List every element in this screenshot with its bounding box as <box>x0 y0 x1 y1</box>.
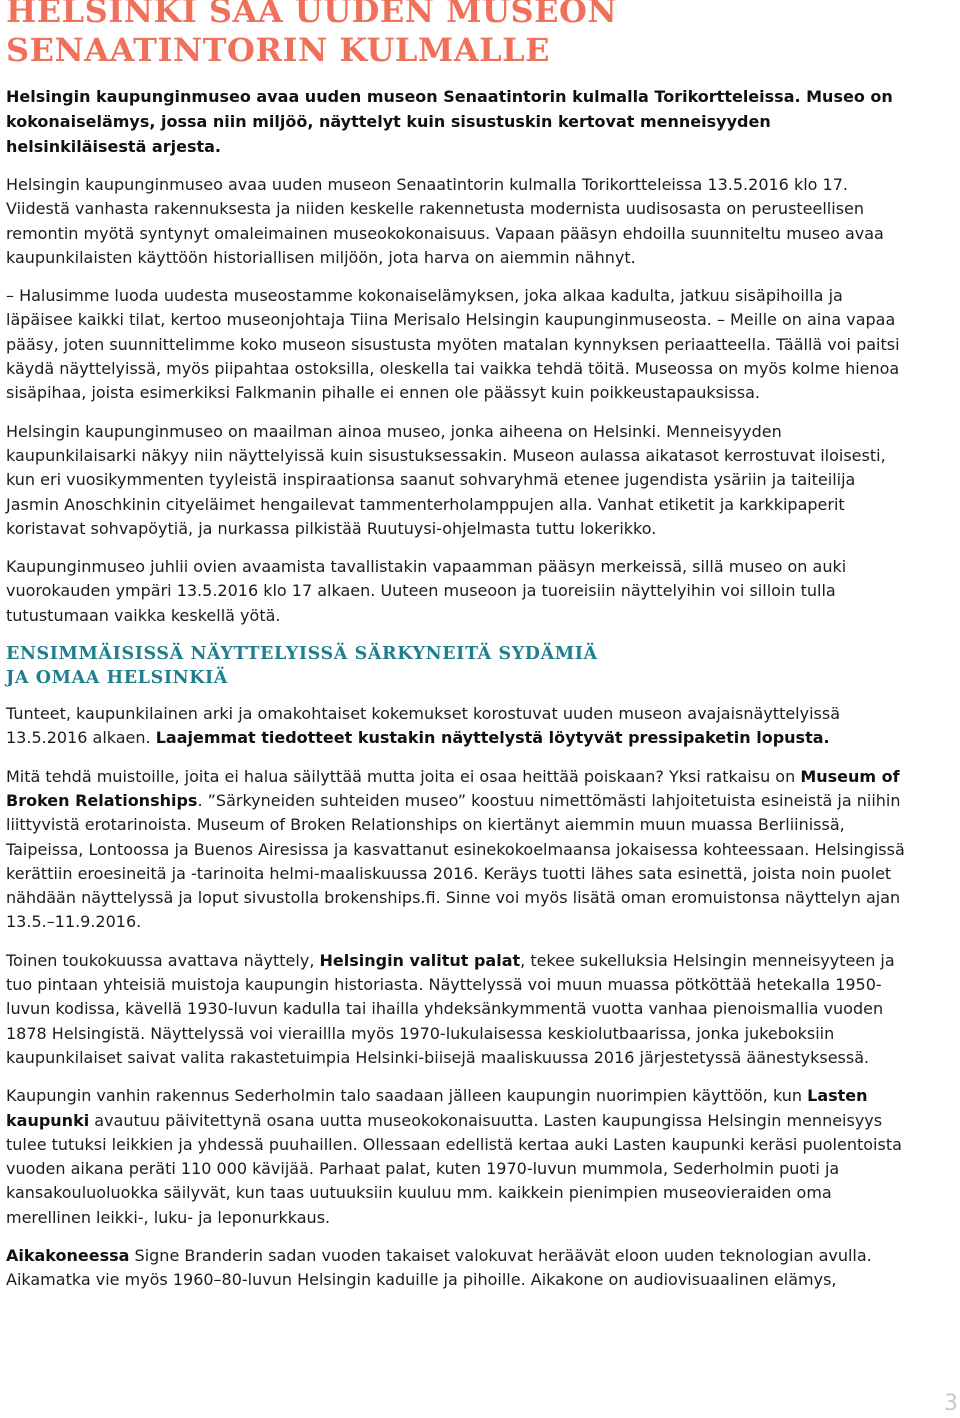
childrens-city-after: avautuu päivitettynä osana uutta museokokonaisuutta. Lasten kaupungissa Helsingin menneisyys tulee tutuksi leikkien ja yhdessä puuhaillen. Ollessaan edellistä kertaa auki Lasten kaupunki keräsi puolentoista vuoden aikana peräti 110 000 kävijää. Parhaat palat, kuten 1970-luvun mummola, Sederholmin puoti ja kansakouluoluokka säilyvät, kun taas uutuuksiin kuuluu mm. kaikkein pienimpien museovieraiden oma merellinen leikki-, luku- ja leponurkkaus. <box>6 1110 902 1227</box>
subhead-line-1: ENSIMMÄISISSÄ NÄYTTELYISSÄ SÄRKYNEITÄ SYDÄMIÄ <box>6 644 598 665</box>
childrens-city-before: Kaupungin vanhin rakennus Sederholmin talo saadaan jälleen kaupungin nuorimpien käyttöön, kun <box>6 1086 808 1106</box>
paragraph-childrens-city <box>6 1084 910 1230</box>
press-kit-note: Laajemmat tiedotteet kustakin näyttelystä löytyvät pressipaketin lopusta. <box>155 728 830 748</box>
document-page <box>6 0 910 1293</box>
paragraph-broken-relationships <box>6 765 910 935</box>
exhibitions-intro-text: Tunteet, kaupunkilainen arki ja omakohtaiset kokemukset korostuvat uuden museon avajaisnäyttelyissä 13.5.2016 alkaen. <box>6 704 841 748</box>
lead-paragraph: Helsingin kaupunginmuseo avaa uuden museon Senaatintorin kulmalla Torikortteleissa. Museo on kokonaiselämys, jossa niin miljöö, näyttelyt kuin sisustuskin kertovat menneisyyden helsinkiläisestä arjesta. <box>6 87 893 156</box>
title-line-1: HELSINKI SAA UUDEN MUSEON <box>6 0 618 30</box>
broken-relationships-before: Mitä tehdä muistoille, joita ei halua säilyttää mutta joita ei osaa heittää poiskaan? Yksi ratkaisu on <box>6 766 801 786</box>
paragraph-opening: Helsingin kaupunginmuseo avaa uuden museon Senaatintorin kulmalla Torikortteleissa 13.5.2016 klo 17. Viidestä vanhasta rakennuksesta ja niiden keskelle rakennetusta modernista uudisosasta on perusteellisen remontin myötä syntynyt omaleimainen museokokonaisuus. Vapaan pääsyn ehdoilla suunniteltu museo avaa kaupunkilaisten käyttöön historiallisen miljöön, jota harva on aiemmin nähnyt. <box>6 175 884 267</box>
helsinki-picks-before: Toinen toukokuussa avattava näyttely, <box>6 950 320 970</box>
time-machine-after: Signe Branderin sadan vuoden takaiset valokuvat heräävät eloon uuden teknologian avulla. Aikamatka vie myös 1960–80-luvun Helsingin kaduille ja pihoille. Aikakone on audiovisuaalinen elämys, <box>6 1245 872 1290</box>
helsinki-picks-after: , tekee sukelluksia Helsingin menneisyyteen ja tuo pintaan yhteisiä muistoja kaupungin historiasta. Näyttelyssä voi muun muassa pötköttää hetekalla 1950-luvun kodissa, kävellä 1930-luvun kadulla tai ihailla yhdeksänkymmentä vuotta vanhaa pienoismallia vuoden 1878 Helsingistä. Näyttelyssä voi vieraillla myös 1970-lukulaisessa keskiolutbaarissa, jonka jukeboksiin kaupunkilaiset saivat valita rakastetuimpia Helsinki-biisejä maaliskuussa 2016 järjestetyssä äänestyksessä. <box>6 950 895 1067</box>
paragraph-museum-interior: Helsingin kaupunginmuseo on maailman ainoa museo, jonka aiheena on Helsinki. Menneisyyden kaupunkilaisarki näkyy niin näyttelyissä kuin sisustuksessakin. Museon aulassa aikatasot kerrostuvat iloisesti, kun eri vuosikymmenten tyyleistä inspiraationsa saanut sohvaryhmä etenee jugendista ysäriin ja taiteilija Jasmin Anoschkinin cityeläimet hengailevat tammenterholamppujen alla. Vanhat etiketit ja karkkipaperit koristavat sohvapöytiä, ja nurkassa pilkistää Ruutuysi-ohjelmasta tuttu lokerikko. <box>6 421 886 538</box>
page-title <box>6 0 910 70</box>
section-subheading <box>6 642 910 690</box>
helsinki-picks-name: Helsingin valitut palat <box>319 950 521 970</box>
paragraph-quote: – Halusimme luoda uudesta museostamme kokonaiselämyksen, joka alkaa kadulta, jatkuu sisäpihoilla ja läpäisee kaikki tilat, kertoo museonjohtaja Tiina Merisalo Helsingin kaupunginmuseosta. – Meille on aina vapaa pääsy, joten suunnittelimme koko museon sisustusta myöten matalan kynnyksen periaatteella. Täällä voi paitsi käydä näyttelyissä, myös piipahtaa ostoksilla, oleskella tai vaikka tehdä töitä. Museossa on myös kolme hienoa sisäpihaa, joista esimerkiksi Falkmanin pihalle ei ennen ole päässyt kuin poikkeustapauksissa. <box>6 286 900 403</box>
title-line-2: SENAATINTORIN KULMALLE <box>6 31 551 69</box>
subhead-line-2: JA OMAA HELSINKIÄ <box>6 668 228 689</box>
paragraph-helsinki-picks <box>6 949 910 1070</box>
childrens-city-name: Lasten kaupunki <box>6 1086 868 1130</box>
paragraph-opening-hours: Kaupunginmuseo juhlii ovien avaamista tavallistakin vapaamman pääsyn merkeissä, sillä museo on auki vuorokauden ympäri 13.5.2016 klo 17 alkaen. Uuteen museoon ja tuoreisiin näyttelyihin voi silloin tulla tutustumaan vaikka keskellä yötä. <box>6 557 847 625</box>
broken-relationships-after: . ”Särkyneiden suhteiden museo” koostuu nimettömästi lahjoitetuista esineistä ja niihin liittyvistä erotarinoista. Museum of Broken Relationships on kiertänyt aiemmin muun muassa Berliinissä, Taipeissa, Lontoossa ja Buenos Airesissa ja kasvattanut esinekokoelmaansa jokaisessa kohteessaan. Helsingissä kerättiin eroesineitä ja -tarinoita helmi-maaliskuussa 2016. Keräys tuotti lähes sata esinettä, joista noin puolet nähdään näyttelyssä ja loput sivustolla brokenships.fi. Sinne voi myös lisätä oman eromuistonsa näyttelyn ajan 13.5.–11.9.2016. <box>6 790 905 932</box>
paragraph-time-machine <box>6 1244 910 1293</box>
paragraph-exhibitions-intro <box>6 702 910 751</box>
time-machine-name: Aikakoneessa <box>6 1245 130 1265</box>
broken-relationships-name: Museum of Broken Relationships <box>6 766 900 810</box>
page-number: 3 <box>944 1391 958 1416</box>
